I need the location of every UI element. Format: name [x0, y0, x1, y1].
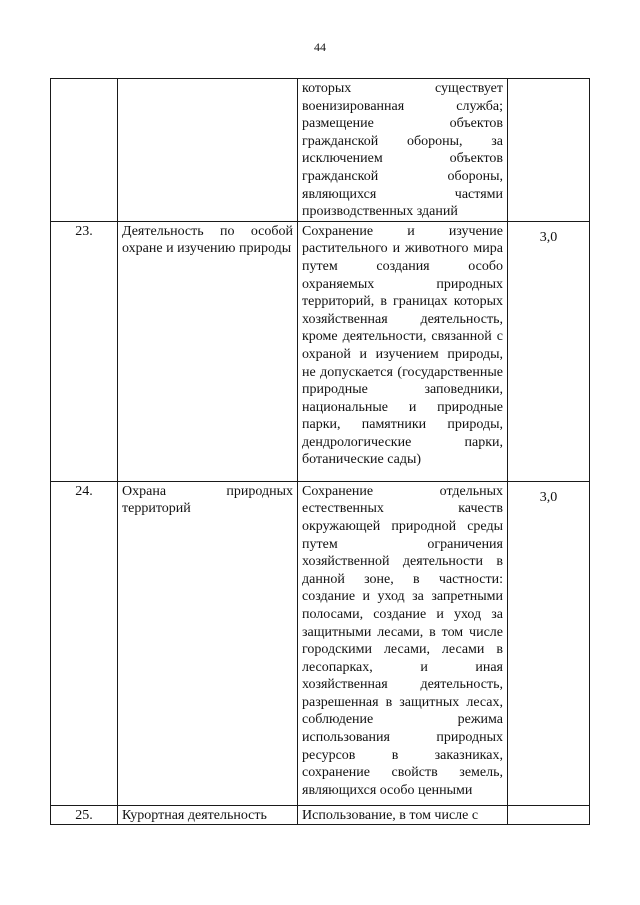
- row-number-cell: 24.: [51, 481, 118, 805]
- activity-type-cell: Курортная деятельность: [118, 805, 298, 825]
- coefficient-cell: [508, 481, 590, 805]
- land-use-table: [50, 78, 590, 825]
- coefficient-value: 3,0: [539, 489, 558, 505]
- coefficient-cell: [508, 79, 590, 222]
- coefficient-value: 3,0: [539, 229, 558, 245]
- row-number-cell: 25.: [51, 805, 118, 825]
- coefficient-cell: [508, 221, 590, 481]
- activity-description-cell: Использование, в том числе с: [298, 805, 508, 825]
- activity-description-cell: Сохранение и изучение растительного и животного мира путем создания особо охраняемых природных территорий, в границах которых хозяйственная деятельность, кроме деятельности, связанной с охраной и изучением природы, не допускается (государственные природные заповедники, национальные и природные парки, памятники природы, дендрологические парки, ботанические сады): [298, 221, 508, 481]
- table-row: [51, 79, 590, 222]
- table-row: [51, 221, 590, 481]
- activity-description-cell: Сохранение отдельных естественных качеств окружающей природной среды путем ограничения хозяйственной деятельности в данной зоне, в частности: создание и уход за запретными полосами, создание и уход за защитными лесами, в том числе городскими лесами, лесами в лесопарках, и иная хозяйственная деятельность, разрешенная в защитных лесах, соблюдение режима использования природных ресурсов в заказниках, сохранение свойств земель, являющихся особо ценными: [298, 481, 508, 805]
- activity-type-cell: [118, 79, 298, 222]
- table-row: [51, 481, 590, 805]
- activity-description-cell: которых существует военизированная служба; размещение объектов гражданской обороны, за исключением объектов гражданской обороны, являющихся частями производственных зданий: [298, 79, 508, 222]
- activity-type-cell: Охрана природных территорий: [118, 481, 298, 805]
- row-number-cell: [51, 79, 118, 222]
- row-number-cell: 23.: [51, 221, 118, 481]
- page-number: 44: [314, 40, 326, 54]
- coefficient-cell: [508, 805, 590, 825]
- activity-type-cell: Деятельность по особой охране и изучению природы: [118, 221, 298, 481]
- table-row: [51, 805, 590, 825]
